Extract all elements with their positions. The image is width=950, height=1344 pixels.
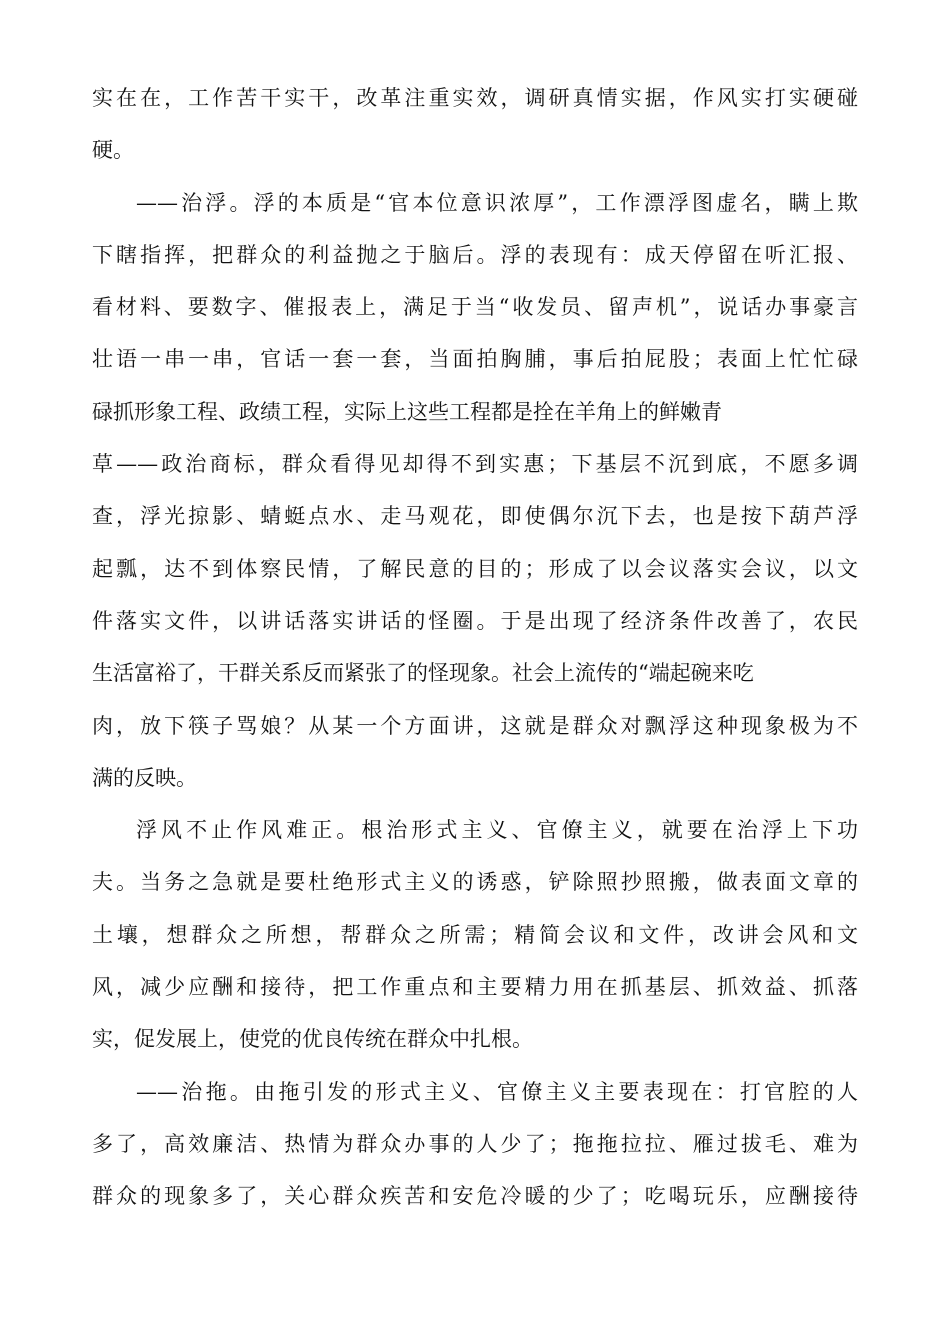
text-line: 实，促发展上，使党的优良传统在群众中扎根。 [92, 1027, 533, 1052]
text-line: 下瞎指挥，把群众的利益抛之于脑后。浮的表现有：成天停留在听汇报、 [92, 242, 858, 267]
text-line: 查，浮光掠影、蜻蜓点水、走马观花，即使偶尔沉下去，也是按下葫芦浮 [92, 504, 858, 529]
text-line: 肉，放下筷子骂娘？从某一个方面讲，这就是群众对飘浮这种现象极为不 [92, 713, 858, 738]
text-line: 硬。 [92, 138, 134, 163]
text-line: 壮语一串一串，官话一套一套，当面拍胸脯，事后拍屁股；表面上忙忙碌 [92, 347, 858, 372]
text-line: 件落实文件，以讲话落实讲话的怪圈。于是出现了经济条件改善了，农民 [92, 608, 858, 633]
text-line: 多了，高效廉洁、热情为群众办事的人少了；拖拖拉拉、雁过拔毛、难为 [92, 1131, 858, 1156]
text-line: 生活富裕了，干群关系反而紧张了的怪现象。社会上流传的“端起碗来吃 [92, 661, 754, 686]
text-line: 夫。当务之急就是要杜绝形式主义的诱惑，铲除照抄照搬，做表面文章的 [92, 870, 858, 895]
text-line: 群众的现象多了，关心群众疾苦和安危冷暖的少了；吃喝玩乐，应酬接待 [92, 1184, 858, 1209]
text-line: 满的反映。 [92, 765, 197, 790]
text-line: 实在在，工作苦干实干，改革注重实效，调研真情实据，作风实打实硬碰 [92, 86, 858, 110]
paragraph-start-line: ——治拖。由拖引发的形式主义、官僚主义主要表现在：打官腔的人 [136, 1079, 858, 1104]
paragraph-start-line: 浮风不止作风难正。根治形式主义、官僚主义，就要在治浮上下功 [136, 818, 858, 843]
text-line: 碌抓形象工程、政绩工程，实际上这些工程都是拴在羊角上的鲜嫩青 [92, 399, 722, 424]
text-line: 起瓢，达不到体察民情，了解民意的目的；形成了以会议落实会议，以文 [92, 556, 858, 581]
text-line: 土壤，想群众之所想，帮群众之所需；精简会议和文件，改讲会风和文 [92, 922, 858, 947]
paragraph-start-line: ——治浮。浮的本质是“官本位意识浓厚”，工作漂浮图虚名，瞒上欺 [136, 190, 858, 215]
text-line: 草——政治商标，群众看得见却得不到实惠；下基层不沉到底，不愿多调 [92, 452, 858, 477]
text-line: 看材料、要数字、催报表上，满足于当“收发员、留声机”，说话办事豪言 [92, 295, 858, 320]
body-text [92, 72, 858, 1223]
text-line: 风，减少应酬和接待，把工作重点和主要精力用在抓基层、抓效益、抓落 [92, 975, 858, 1000]
